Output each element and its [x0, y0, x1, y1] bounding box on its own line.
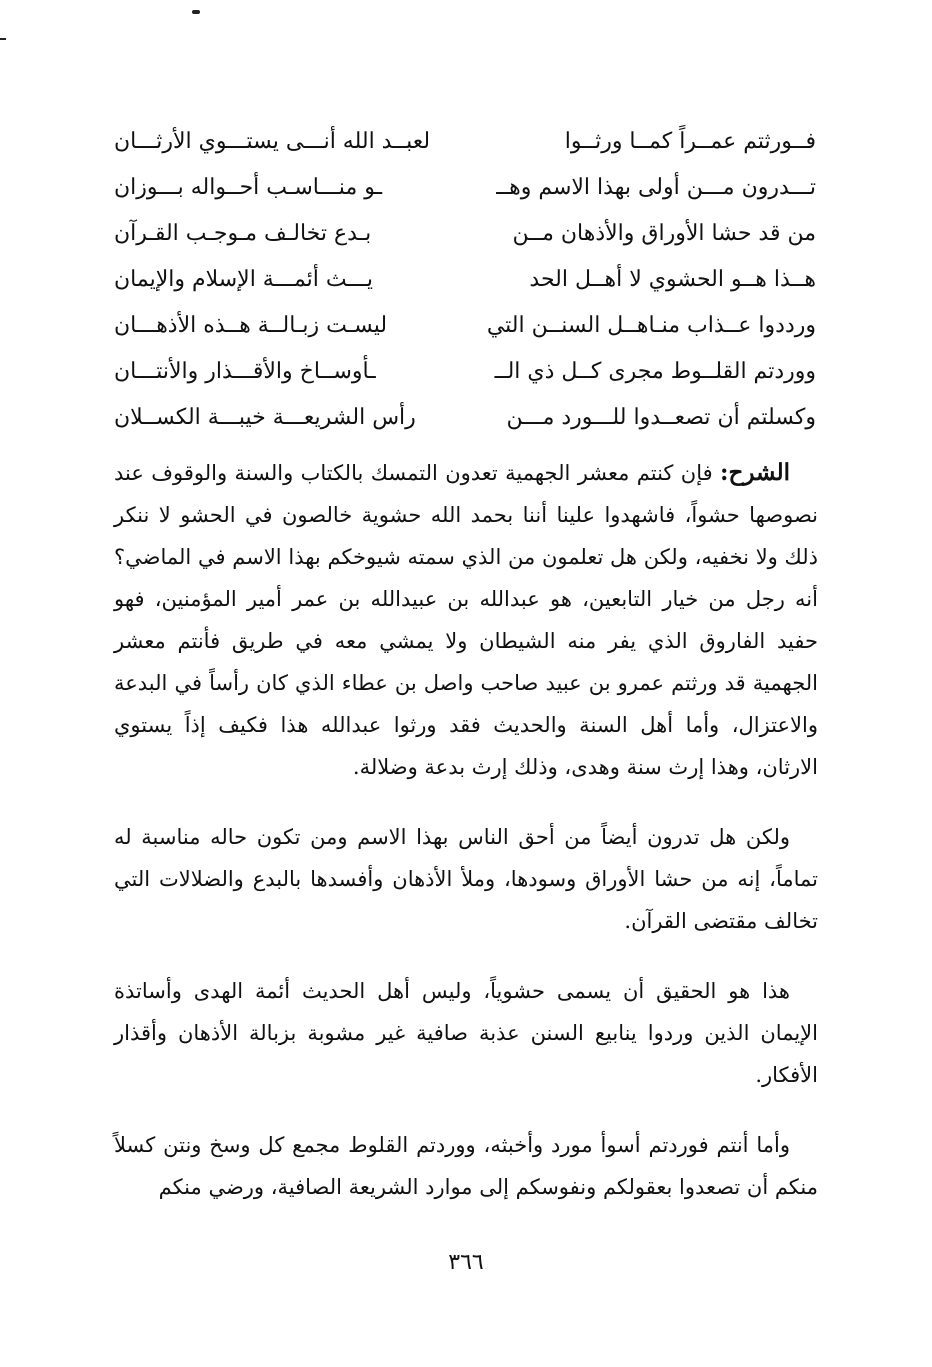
verse-second-hemistich: رأس الشريعـــة خيبـــة الكســلان [114, 404, 416, 430]
verse-second-hemistich: يـــث أئمـــة الإسلام والإيمان [114, 266, 373, 292]
ink-speck [0, 38, 6, 40]
poem-verse [114, 118, 816, 164]
verse-second-hemistich: بـدع تخالـف مـوجـب القـرآن [114, 220, 372, 246]
poem-verse [114, 302, 816, 348]
verse-first-hemistich: تـــدرون مـــن أولى بهذا الاسم وهــ [496, 174, 816, 200]
poem-verse [114, 394, 816, 440]
verse-second-hemistich: ـو منـــاسـب أحــواله بـــوزان [114, 174, 383, 200]
verse-first-hemistich: فــورثتم عمــراً كمــا ورثــوا [564, 128, 816, 154]
verse-first-hemistich: ورددوا عــذاب منـاهــل السنــن التي [486, 312, 816, 338]
poem-verse [114, 164, 816, 210]
verse-first-hemistich: ووردتم القلــوط مجرى كــل ذي الــ [494, 358, 816, 384]
poem-verse [114, 348, 816, 394]
commentary-paragraph: هذا هو الحقيق أن يسمى حشوياً، وليس أهل الحديث أئمة الهدى وأساتذة الإيمان الذين وردوا ينابيع السنن عذبة صافية غير مشوبة بزبالة الأذهان وأقذار الأفكار. [114, 979, 818, 1087]
page-number: ٣٦٦ [448, 1250, 484, 1275]
poem-verse [114, 256, 816, 302]
commentary-text: فإن كنتم معشر الجهمية تعدون التمسك بالكتاب والسنة والوقوف عند نصوصها حشواً، فاشهدوا علينا أننا بحمد الله حشوية خالصون في الحشو لا ننكر ذلك ولا نخفيه، ولكن هل تعلمون من الذي سمته شيوخكم بهذا الاسم في الماضي؟ أنه رجل من خيار التابعين، هو عبدالله بن عبيدالله بن عمر أمير المؤمنين، فهو حفيد الفاروق الذي يفر منه الشيطان ولا يمشي معه في طريق فأنتم معشر الجهمية قد ورثتم عمرو بن عبيد صاحب واصل بن عطاء الذي كان رأساً في البدعة والاعتزال، وأما أهل السنة والحديث فقد ورثوا عبدالله هذا فكيف إذاً يستوي الارثان، وهذا إرث سنة وهدى، وذلك إرث بدعة وضلالة. [114, 461, 818, 779]
poem-verse [114, 210, 816, 256]
commentary-paragraph [114, 452, 818, 788]
verse-first-hemistich: من قد حشا الأوراق والأذهان مــن [512, 220, 816, 246]
verse-second-hemistich: ـأوســاخ والأقـــذار والأنتـــان [114, 358, 376, 384]
verse-second-hemistich: ليسـت زبـالــة هــذه الأذهـــان [114, 312, 388, 338]
commentary-section [114, 452, 818, 1236]
verse-first-hemistich: هــذا هــو الحشوي لا أهــل الحد [529, 266, 816, 292]
commentary-label: الشرح: [720, 459, 790, 486]
poem-block [114, 118, 816, 440]
verse-second-hemistich: لعبــد الله أنـــى يستـــوي الأرثـــان [114, 128, 431, 154]
commentary-paragraph: ولكن هل تدرون أيضاً من أحق الناس بهذا الاسم ومن تكون حاله مناسبة له تماماً، إنه من حشا الأوراق وسودها، وملأ الأذهان وأفسدها بالبدع والضلالات التي تخالف مقتضى القرآن. [114, 825, 818, 933]
ink-speck [192, 10, 200, 14]
verse-first-hemistich: وكسلتم أن تصعــدوا للـــورد مـــن [506, 404, 816, 430]
commentary-paragraph: وأما أنتم فوردتم أسوأ مورد وأخبثه، ووردتم القلوط مجمع كل وسخ ونتن كسلاً منكم أن تصعدوا بعقولكم ونفوسكم إلى موارد الشريعة الصافية، ورضي منكم [114, 1133, 818, 1199]
